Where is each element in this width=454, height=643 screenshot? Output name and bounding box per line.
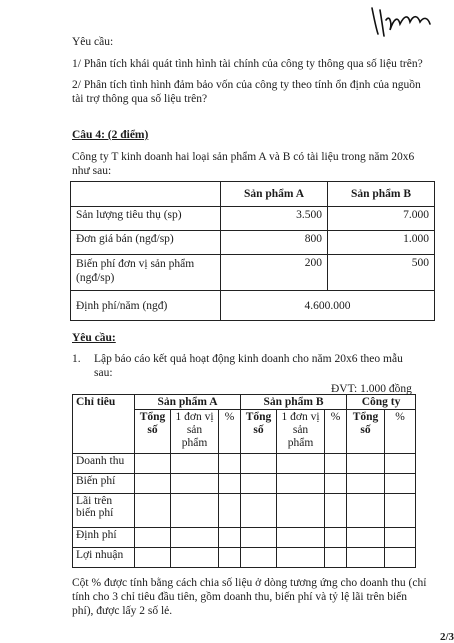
row-label: Sản lượng tiêu thụ (sp) xyxy=(71,207,221,231)
value-a: 3.500 xyxy=(221,207,328,231)
header-per-unit-a: 1 đơn vị sản phẩm xyxy=(171,410,219,454)
row-label: Doanh thu xyxy=(73,454,135,474)
question-4-intro-line1: Công ty T kinh doanh hai loại sản phẩm A và B có tài liệu trong năm 20x6 xyxy=(72,151,415,163)
header-total-company: Tổng số xyxy=(347,410,385,454)
row-label: Lợi nhuận xyxy=(73,548,135,568)
header-pct-a: % xyxy=(219,410,241,454)
header-product-a: Sản phẩm A xyxy=(221,182,328,207)
question-4-intro-line2: như sau: xyxy=(72,165,112,177)
value-a: 800 xyxy=(221,231,328,255)
requirements-heading-2: Yêu cầu: xyxy=(72,332,116,344)
requirement-item-2-line1: 2/ Phân tích tình hình đảm bảo vốn của công ty theo tính ổn định của nguồn xyxy=(72,79,421,91)
table-row xyxy=(71,291,435,321)
question-4-heading: Câu 4: (2 điểm) xyxy=(72,129,149,141)
header-total-a: Tổng số xyxy=(135,410,171,454)
handwritten-signature xyxy=(368,4,438,38)
page-number: 2/3 xyxy=(440,631,454,643)
row-label: Đơn giá bán (ngđ/sp) xyxy=(71,231,221,255)
header-pct-b: % xyxy=(325,410,347,454)
table-row xyxy=(73,474,416,494)
row-label: Lãi trên biến phí xyxy=(73,494,135,528)
header-product-b: Sản phẩm B xyxy=(328,182,435,207)
product-data-table xyxy=(70,181,435,321)
note-line3: phí), được lấy 2 số lẻ. xyxy=(72,605,173,617)
table-row xyxy=(73,494,416,528)
header-product-a: Sản phẩm A xyxy=(135,395,241,410)
table-row xyxy=(71,231,435,255)
value-fixed-cost: 4.600.000 xyxy=(221,291,435,321)
header-chi-tieu: Chỉ tiêu xyxy=(73,395,135,454)
income-statement-template-table xyxy=(72,394,416,568)
row-label: Định phí xyxy=(73,528,135,548)
header-pct-company: % xyxy=(385,410,416,454)
header-per-unit-b: 1 đơn vị sản phẩm xyxy=(277,410,325,454)
table-row xyxy=(71,207,435,231)
table-header-row xyxy=(71,182,435,207)
row-label: Biến phí đơn vị sản phẩm (ngđ/sp) xyxy=(71,255,221,291)
requirement-item-2-line2: tài trợ thông qua số liệu trên? xyxy=(72,93,208,105)
value-b: 500 xyxy=(328,255,435,291)
table-row xyxy=(73,454,416,474)
row-label: Biến phí xyxy=(73,474,135,494)
requirement-2-number: 1. xyxy=(72,353,81,365)
table-row xyxy=(73,528,416,548)
note-line1: Cột % được tính bằng cách chia số liệu ở dòng tương ứng cho doanh thu (chỉ xyxy=(72,577,427,589)
note-line2: tính cho 3 chỉ tiêu đầu tiên, gồm doanh thu, biến phí và tỷ lệ lãi trên biến xyxy=(72,591,408,603)
requirement-item-1: 1/ Phân tích khái quát tình hình tài chính của công ty thông qua số liệu trên? xyxy=(72,58,423,70)
header-product-b: Sản phẩm B xyxy=(241,395,347,410)
row-label-fixed-cost: Định phí/năm (ngđ) xyxy=(71,291,221,321)
value-b: 1.000 xyxy=(328,231,435,255)
table-row xyxy=(71,255,435,291)
requirement-2-line1: Lập báo cáo kết quả hoạt động kinh doanh cho năm 20x6 theo mẫu xyxy=(94,353,403,365)
table-group-header-row xyxy=(73,395,416,410)
header-total-b: Tổng số xyxy=(241,410,277,454)
header-company: Công ty xyxy=(347,395,416,410)
header-empty xyxy=(71,182,221,207)
requirements-heading-top: Yêu cầu: xyxy=(72,36,114,48)
requirement-2-line2: sau: xyxy=(94,367,113,379)
value-a: 200 xyxy=(221,255,328,291)
value-b: 7.000 xyxy=(328,207,435,231)
unit-label: ĐVT: 1.000 đồng xyxy=(331,383,412,395)
table-row xyxy=(73,548,416,568)
